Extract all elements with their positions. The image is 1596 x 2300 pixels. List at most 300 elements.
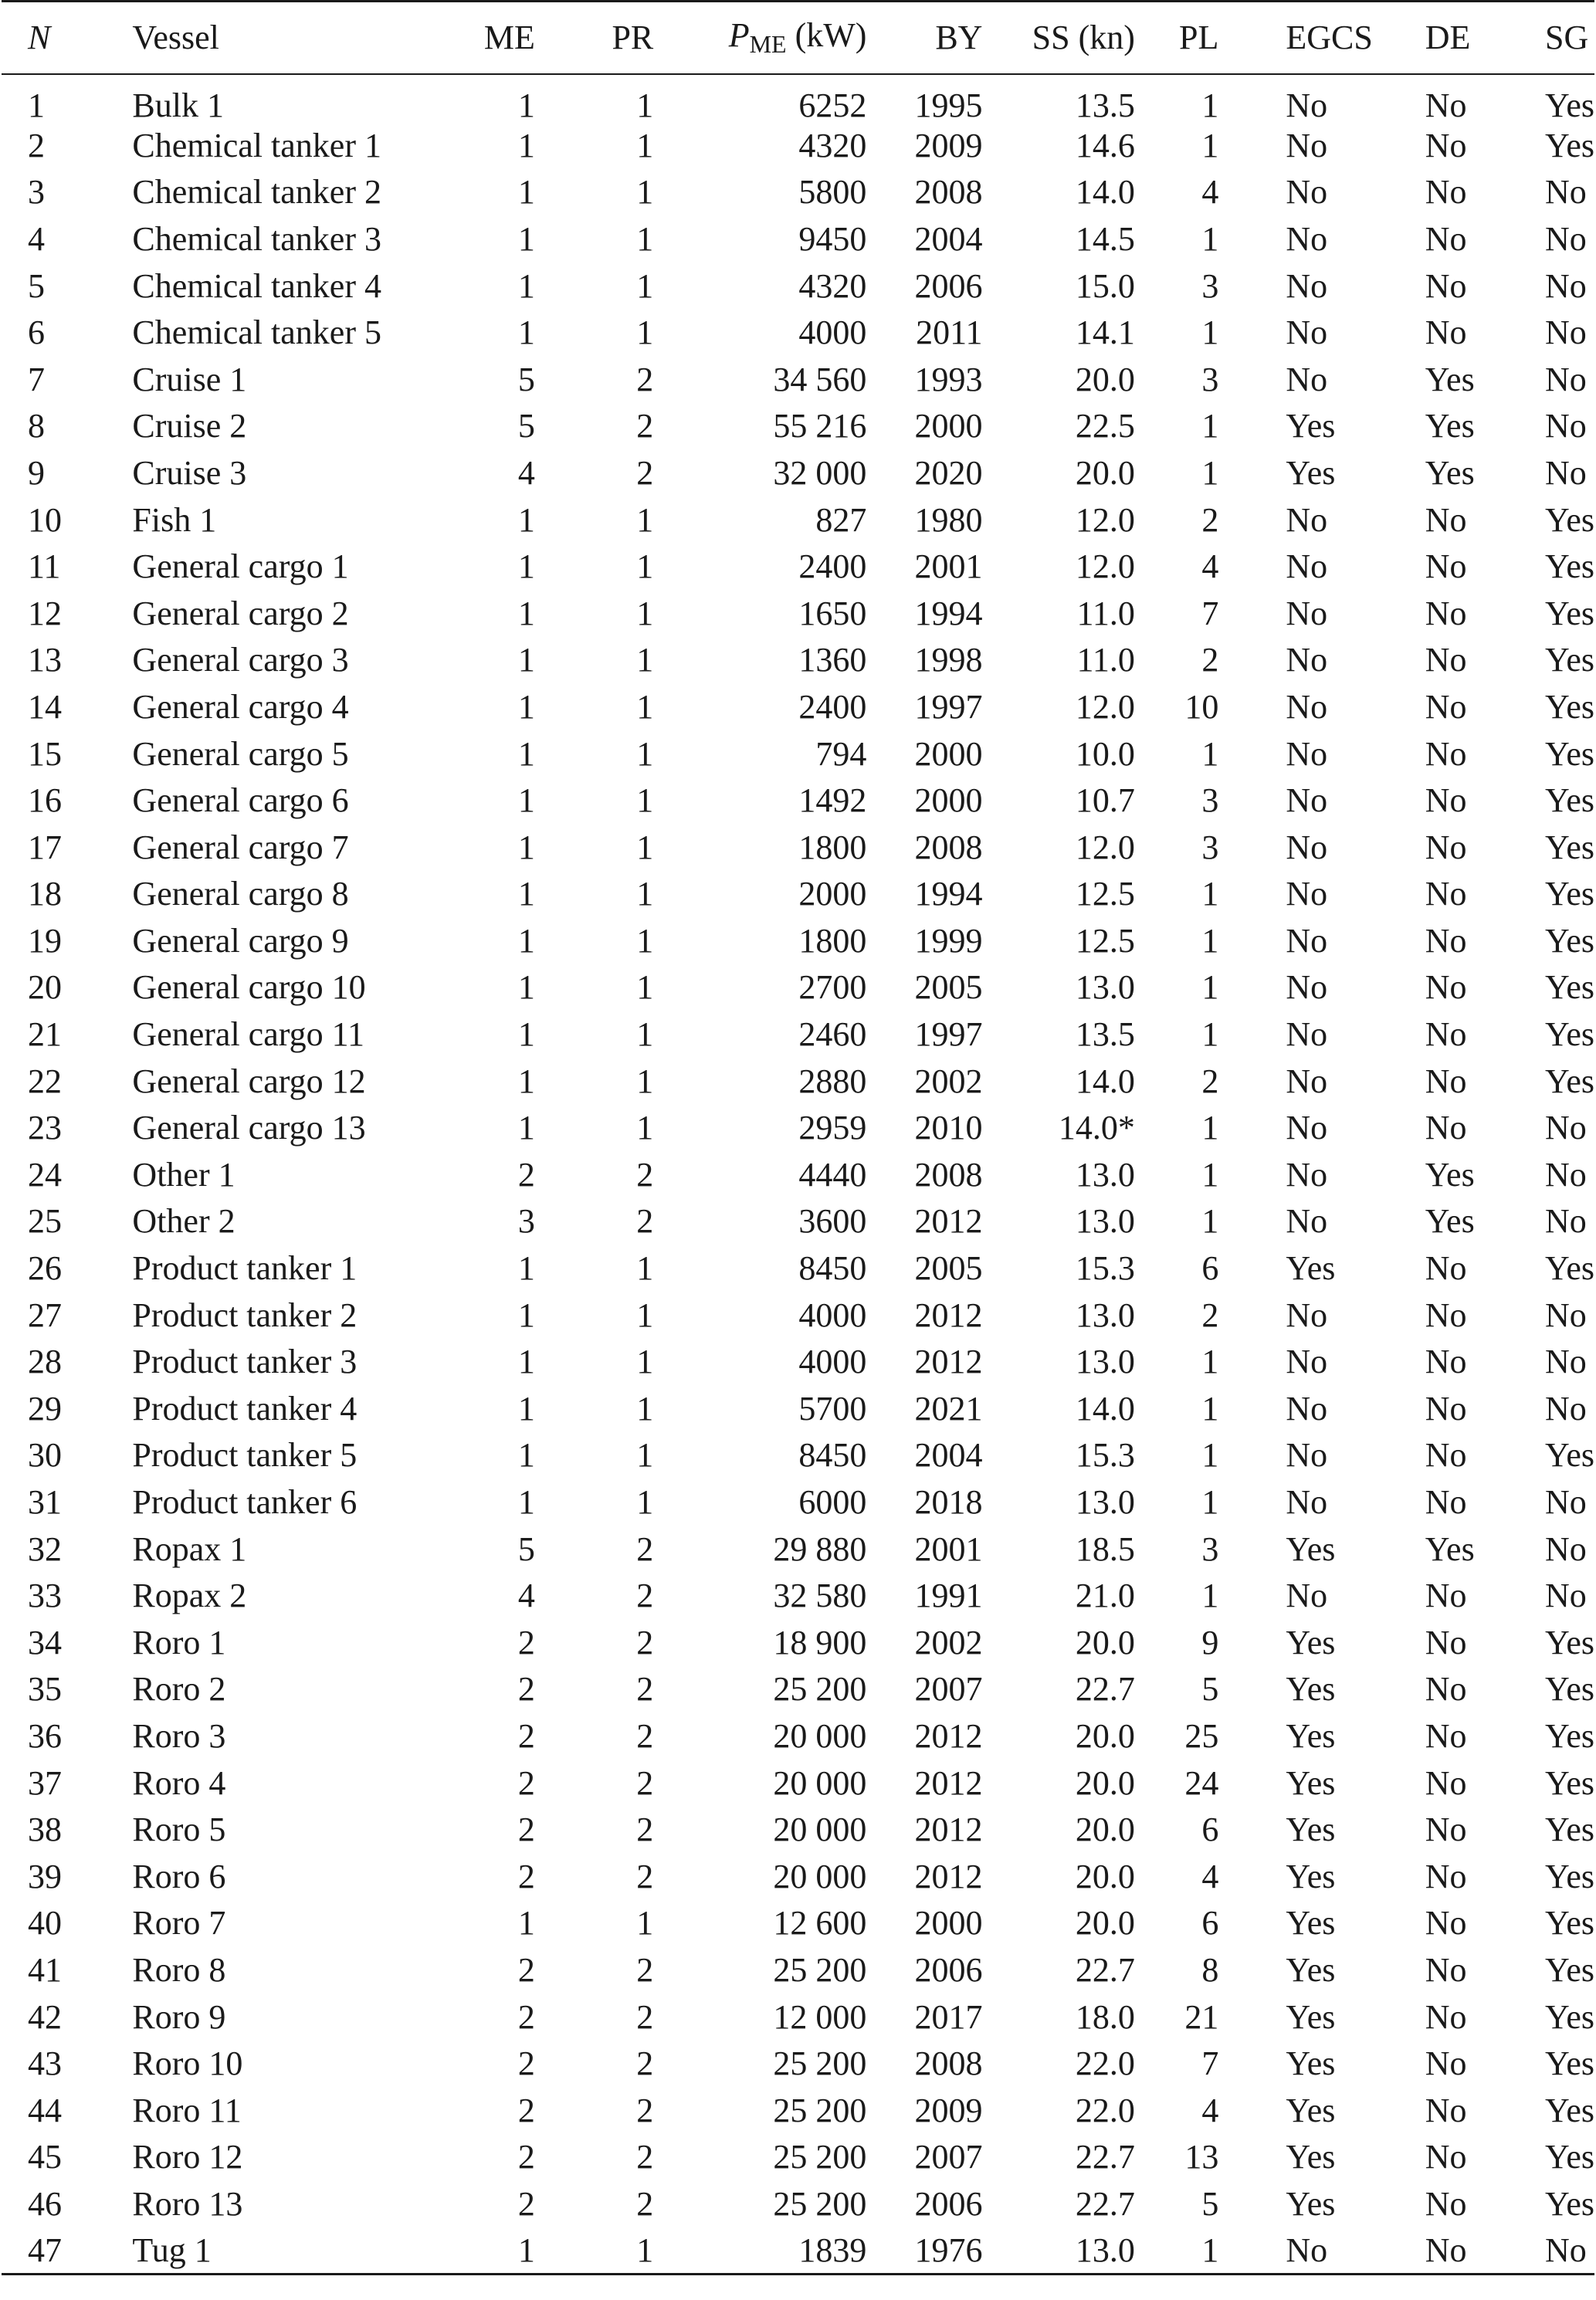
- cell-pr: 1: [636, 781, 654, 820]
- cell-pme: 8450: [798, 1436, 867, 1475]
- cell-de: No: [1425, 86, 1467, 124]
- cell-pr: 2: [636, 2091, 654, 2129]
- cell-pme: 1492: [798, 781, 867, 820]
- table-row: [2, 450, 1594, 497]
- cell-n: 31: [28, 1483, 62, 1522]
- cell-pr: 2: [636, 1155, 654, 1194]
- cell-me: 2: [517, 1950, 535, 1989]
- cell-pme: 9450: [798, 219, 867, 258]
- cell-me: 1: [517, 547, 535, 586]
- cell-pl: 1: [1201, 407, 1219, 445]
- cell-pl: 1: [1201, 921, 1219, 960]
- cell-by: 1995: [914, 86, 983, 124]
- cell-by: 2002: [914, 1062, 983, 1100]
- cell-de: No: [1425, 1950, 1467, 1989]
- cell-sg: No: [1544, 219, 1587, 258]
- cell-me: 1: [517, 1015, 535, 1054]
- cell-pr: 2: [636, 1950, 654, 1989]
- cell-sg: No: [1544, 453, 1587, 492]
- cell-pl: 1: [1201, 1109, 1219, 1147]
- cell-pl: 1: [1201, 313, 1219, 352]
- cell-pme: 1650: [798, 594, 867, 632]
- cell-me: 1: [517, 266, 535, 305]
- cell-vessel: Roro 3: [132, 1716, 226, 1755]
- cell-vessel: General cargo 7: [132, 828, 349, 866]
- cell-sg: Yes: [1544, 1062, 1594, 1100]
- header-pme-unit: (kW): [795, 16, 867, 55]
- header-vessel: Vessel: [132, 18, 219, 56]
- cell-egcs: No: [1286, 641, 1328, 679]
- cell-de: Yes: [1425, 1202, 1475, 1241]
- cell-n: 22: [28, 1062, 62, 1100]
- cell-by: 2012: [914, 1763, 983, 1802]
- table-row: [2, 403, 1594, 450]
- vessel-table-container: [2, 0, 1594, 2275]
- cell-sg: No: [1544, 266, 1587, 305]
- cell-me: 1: [517, 500, 535, 539]
- cell-pme: 2700: [798, 968, 867, 1007]
- cell-sg: Yes: [1544, 126, 1594, 164]
- cell-vessel: Cruise 2: [132, 407, 247, 445]
- cell-pl: 1: [1201, 1389, 1219, 1428]
- cell-ss: 20.0: [1075, 1623, 1135, 1661]
- cell-de: No: [1425, 500, 1467, 539]
- cell-egcs: No: [1286, 1483, 1328, 1522]
- cell-pl: 7: [1201, 594, 1219, 632]
- cell-n: 44: [28, 2091, 62, 2129]
- cell-n: 36: [28, 1716, 62, 1755]
- cell-pr: 1: [636, 875, 654, 913]
- cell-pme: 34 560: [773, 360, 867, 398]
- cell-n: 24: [28, 1155, 62, 1194]
- cell-de: No: [1425, 1763, 1467, 1802]
- cell-by: 1997: [914, 1015, 983, 1054]
- cell-ss: 15.0: [1075, 266, 1135, 305]
- cell-ss: 22.7: [1075, 2138, 1135, 2176]
- cell-de: No: [1425, 1811, 1467, 1849]
- header-n: N: [28, 18, 51, 56]
- cell-n: 32: [28, 1529, 62, 1568]
- cell-ss: 22.7: [1075, 2184, 1135, 2223]
- cell-pr: 1: [636, 86, 654, 124]
- cell-vessel: Chemical tanker 2: [132, 173, 381, 212]
- cell-pme: 2959: [798, 1109, 867, 1147]
- cell-egcs: No: [1286, 921, 1328, 960]
- cell-n: 26: [28, 1249, 62, 1288]
- cell-pme: 18 900: [773, 1623, 867, 1661]
- cell-pl: 24: [1184, 1763, 1219, 1802]
- cell-by: 2001: [914, 1529, 983, 1568]
- cell-pme: 2000: [798, 875, 867, 913]
- cell-de: Yes: [1425, 407, 1475, 445]
- cell-me: 1: [517, 1296, 535, 1334]
- cell-by: 2001: [914, 547, 983, 586]
- cell-egcs: No: [1286, 781, 1328, 820]
- cell-pme: 8450: [798, 1249, 867, 1288]
- cell-pl: 2: [1201, 500, 1219, 539]
- cell-by: 2011: [916, 313, 983, 352]
- cell-me: 1: [517, 1389, 535, 1428]
- cell-n: 5: [28, 266, 45, 305]
- table-row: [2, 1011, 1594, 1059]
- cell-pl: 4: [1201, 547, 1219, 586]
- cell-vessel: Roro 1: [132, 1623, 226, 1661]
- cell-vessel: General cargo 13: [132, 1109, 366, 1147]
- cell-by: 2004: [914, 219, 983, 258]
- cell-egcs: Yes: [1286, 1904, 1336, 1943]
- cell-by: 1994: [914, 875, 983, 913]
- cell-pl: 1: [1201, 1343, 1219, 1381]
- cell-ss: 10.7: [1075, 781, 1135, 820]
- cell-pl: 1: [1201, 1436, 1219, 1475]
- cell-ss: 20.0: [1075, 360, 1135, 398]
- cell-by: 2005: [914, 1249, 983, 1288]
- cell-pr: 2: [636, 1202, 654, 1241]
- cell-by: 2008: [914, 1155, 983, 1194]
- cell-pme: 5800: [798, 173, 867, 212]
- cell-de: Yes: [1425, 1155, 1475, 1194]
- cell-ss: 11.0: [1076, 594, 1135, 632]
- cell-de: No: [1425, 2138, 1467, 2176]
- cell-pme: 5700: [798, 1389, 867, 1428]
- cell-vessel: General cargo 3: [132, 641, 349, 679]
- cell-sg: Yes: [1544, 1623, 1594, 1661]
- cell-n: 39: [28, 1857, 62, 1895]
- cell-pr: 2: [636, 2184, 654, 2223]
- cell-pme: 20 000: [773, 1716, 867, 1755]
- cell-de: No: [1425, 173, 1467, 212]
- cell-de: No: [1425, 2184, 1467, 2223]
- cell-de: No: [1425, 734, 1467, 773]
- cell-egcs: Yes: [1286, 1763, 1336, 1802]
- cell-pr: 1: [636, 828, 654, 866]
- cell-vessel: Cruise 1: [132, 360, 247, 398]
- cell-n: 1: [28, 86, 45, 124]
- cell-n: 15: [28, 734, 62, 773]
- table-row: [2, 123, 1594, 170]
- cell-pr: 2: [636, 407, 654, 445]
- cell-n: 2: [28, 126, 45, 164]
- cell-egcs: No: [1286, 1296, 1328, 1334]
- cell-n: 46: [28, 2184, 62, 2223]
- cell-ss: 22.7: [1075, 1950, 1135, 1989]
- cell-pl: 6: [1201, 1249, 1219, 1288]
- cell-me: 4: [517, 453, 535, 492]
- table-row: [2, 1386, 1594, 1433]
- cell-sg: No: [1544, 313, 1587, 352]
- cell-egcs: No: [1286, 266, 1328, 305]
- vessel-table: [2, 0, 1594, 2275]
- cell-me: 1: [517, 968, 535, 1007]
- cell-de: Yes: [1425, 453, 1475, 492]
- header-pme-subscript: ME: [749, 30, 787, 59]
- cell-de: No: [1425, 921, 1467, 960]
- cell-pme: 4000: [798, 313, 867, 352]
- cell-vessel: Product tanker 6: [132, 1483, 357, 1522]
- cell-de: No: [1425, 1857, 1467, 1895]
- header-pme-symbol: P: [728, 16, 750, 55]
- table-row: [2, 1479, 1594, 1526]
- cell-de: No: [1425, 219, 1467, 258]
- cell-de: Yes: [1425, 1529, 1475, 1568]
- table-row: [2, 216, 1594, 263]
- cell-ss: 12.5: [1075, 875, 1135, 913]
- cell-n: 13: [28, 641, 62, 679]
- cell-pl: 4: [1201, 1857, 1219, 1895]
- cell-sg: No: [1544, 1202, 1587, 1241]
- cell-ss: 18.0: [1075, 1997, 1135, 2036]
- cell-pme: 1360: [798, 641, 867, 679]
- cell-pr: 1: [636, 1109, 654, 1147]
- cell-pme: 29 880: [773, 1529, 867, 1568]
- cell-by: 2009: [914, 2091, 983, 2129]
- cell-sg: Yes: [1544, 1716, 1594, 1755]
- cell-by: 1991: [914, 1577, 983, 1615]
- table-row: [2, 590, 1594, 637]
- table-body: [2, 74, 1594, 2275]
- cell-ss: 22.5: [1075, 407, 1135, 445]
- cell-de: No: [1425, 875, 1467, 913]
- header-sg: SG: [1544, 18, 1589, 56]
- cell-me: 2: [517, 2184, 535, 2223]
- cell-egcs: No: [1286, 360, 1328, 398]
- cell-egcs: Yes: [1286, 1623, 1336, 1661]
- cell-n: 6: [28, 313, 45, 352]
- table-row: [2, 1900, 1594, 1947]
- cell-sg: Yes: [1544, 500, 1594, 539]
- cell-pr: 1: [568, 2227, 670, 2275]
- header-pl: PL: [1178, 18, 1219, 56]
- cell-me: 1: [517, 1904, 535, 1943]
- cell-by: 2006: [914, 266, 983, 305]
- cell-by: 2000: [914, 407, 983, 445]
- cell-pr: 2: [636, 1997, 654, 2036]
- cell-ss: 10.0: [1075, 734, 1135, 773]
- cell-pme: 4320: [798, 266, 867, 305]
- cell-pme: 2400: [798, 547, 867, 586]
- cell-by: 2012: [914, 1857, 983, 1895]
- table-row: [2, 496, 1594, 544]
- cell-egcs: No: [1235, 2227, 1425, 2275]
- cell-pl: 4: [1201, 173, 1219, 212]
- cell-me: 2: [517, 1811, 535, 1849]
- cell-ss: 20.0: [1075, 453, 1135, 492]
- cell-de: No: [1425, 1670, 1467, 1709]
- cell-pme: 2460: [798, 1015, 867, 1054]
- cell-sg: Yes: [1544, 1249, 1594, 1288]
- cell-egcs: No: [1286, 313, 1328, 352]
- cell-pr: 1: [636, 1343, 654, 1381]
- cell-vessel: General cargo 9: [132, 921, 349, 960]
- cell-pl: 1: [1201, 219, 1219, 258]
- cell-me: 1: [517, 641, 535, 679]
- cell-me: 1: [517, 594, 535, 632]
- cell-n: 21: [28, 1015, 62, 1054]
- cell-vessel: General cargo 1: [132, 547, 349, 586]
- cell-vessel: General cargo 8: [132, 875, 349, 913]
- table-row: [2, 964, 1594, 1011]
- cell-pl: 5: [1201, 2184, 1219, 2223]
- cell-pl: 9: [1201, 1623, 1219, 1661]
- cell-pme: 1800: [798, 828, 867, 866]
- table-row: [2, 1620, 1594, 1667]
- cell-n: 16: [28, 781, 62, 820]
- cell-ss: 12.0: [1075, 687, 1135, 726]
- cell-pr: 2: [636, 1716, 654, 1755]
- cell-pme: 1839: [670, 2227, 866, 2275]
- cell-n: 38: [28, 1811, 62, 1849]
- cell-vessel: General cargo 2: [132, 594, 349, 632]
- cell-pr: 2: [636, 2044, 654, 2083]
- table-row: [2, 310, 1594, 357]
- table-row: [2, 1993, 1594, 2041]
- cell-sg: Yes: [1544, 641, 1594, 679]
- cell-vessel: Roro 7: [132, 1904, 226, 1943]
- cell-pme: 3600: [798, 1202, 867, 1241]
- table-row: [2, 356, 1594, 403]
- cell-egcs: Yes: [1286, 1529, 1336, 1568]
- table-row: [2, 2181, 1594, 2228]
- cell-pr: 2: [636, 1623, 654, 1661]
- table-row: [2, 1245, 1594, 1292]
- cell-pme: 32 580: [773, 1577, 867, 1615]
- cell-egcs: Yes: [1286, 2184, 1336, 2223]
- cell-vessel: Roro 8: [132, 1950, 226, 1989]
- cell-egcs: No: [1286, 1202, 1328, 1241]
- cell-sg: Yes: [1544, 86, 1594, 124]
- cell-by: 1999: [914, 921, 983, 960]
- table-row: [2, 1105, 1594, 1152]
- cell-pr: 1: [636, 1483, 654, 1522]
- cell-sg: Yes: [1544, 2184, 1594, 2223]
- cell-me: 2: [517, 2138, 535, 2176]
- cell-ss: 22.0: [1075, 2044, 1135, 2083]
- cell-vessel: Other 1: [132, 1155, 236, 1194]
- cell-de: No: [1425, 1062, 1467, 1100]
- header-ss: SS (kn): [1032, 18, 1135, 56]
- table-row: [2, 1853, 1594, 1900]
- cell-pr: 1: [636, 126, 654, 164]
- cell-sg: Yes: [1544, 968, 1594, 1007]
- cell-pme: 827: [815, 500, 867, 539]
- table-row: [2, 684, 1594, 731]
- cell-vessel: Roro 12: [132, 2138, 243, 2176]
- cell-egcs: No: [1286, 1343, 1328, 1381]
- cell-pme: 4320: [798, 126, 867, 164]
- cell-by: 2004: [914, 1436, 983, 1475]
- cell-de: No: [1425, 1623, 1467, 1661]
- cell-vessel: General cargo 10: [132, 968, 366, 1007]
- cell-de: No: [1425, 1483, 1467, 1522]
- cell-vessel: Roro 10: [132, 2044, 243, 2083]
- cell-by: 1980: [914, 500, 983, 539]
- cell-n: 19: [28, 921, 62, 960]
- cell-ss: 14.6: [1075, 126, 1135, 164]
- cell-egcs: No: [1286, 1062, 1328, 1100]
- cell-n: 27: [28, 1296, 62, 1334]
- cell-n: 11: [28, 547, 61, 586]
- cell-by: 2000: [914, 734, 983, 773]
- cell-de: No: [1425, 1716, 1467, 1755]
- cell-vessel: General cargo 6: [132, 781, 349, 820]
- table-row: [2, 169, 1594, 216]
- cell-vessel: Ropax 2: [132, 1577, 247, 1615]
- cell-me: 1: [517, 1062, 535, 1100]
- cell-sg: Yes: [1544, 687, 1594, 726]
- cell-sg: No: [1514, 2227, 1594, 2275]
- table-row: [2, 1432, 1594, 1479]
- cell-pl: 1: [1201, 126, 1219, 164]
- cell-ss: 15.3: [1075, 1249, 1135, 1288]
- table-row: [2, 824, 1594, 871]
- cell-ss: 13.0: [982, 2227, 1134, 2275]
- cell-de: No: [1425, 594, 1467, 632]
- cell-egcs: No: [1286, 875, 1328, 913]
- cell-pl: 1: [1201, 968, 1219, 1007]
- cell-sg: No: [1544, 1109, 1587, 1147]
- cell-by: 1998: [914, 641, 983, 679]
- cell-vessel: Product tanker 1: [132, 1249, 357, 1288]
- cell-pl: 13: [1184, 2138, 1219, 2176]
- cell-me: 1: [517, 734, 535, 773]
- table-row: [2, 871, 1594, 918]
- cell-egcs: No: [1286, 126, 1328, 164]
- cell-egcs: No: [1286, 219, 1328, 258]
- cell-vessel: Cruise 3: [132, 453, 247, 492]
- cell-me: 1: [517, 1109, 535, 1147]
- cell-me: 1: [517, 173, 535, 212]
- cell-n: 40: [28, 1904, 62, 1943]
- cell-pme: 794: [815, 734, 867, 773]
- table-row: [2, 263, 1594, 310]
- cell-ss: 14.0*: [1058, 1109, 1135, 1147]
- cell-vessel: Roro 2: [132, 1670, 226, 1709]
- cell-by: 2021: [914, 1389, 983, 1428]
- cell-egcs: No: [1286, 1389, 1328, 1428]
- cell-de: No: [1425, 1296, 1467, 1334]
- cell-me: 5: [517, 1529, 535, 1568]
- cell-ss: 20.0: [1075, 1811, 1135, 1849]
- cell-egcs: No: [1286, 86, 1328, 124]
- cell-pme: 25 200: [773, 1670, 867, 1709]
- cell-egcs: Yes: [1286, 453, 1336, 492]
- cell-pme: 25 200: [773, 1950, 867, 1989]
- cell-pl: 25: [1184, 1716, 1219, 1755]
- cell-by: 2012: [914, 1343, 983, 1381]
- cell-ss: 14.1: [1075, 313, 1135, 352]
- cell-pme: 55 216: [773, 407, 867, 445]
- cell-ss: 13.5: [1075, 1015, 1135, 1054]
- cell-vessel: Bulk 1: [132, 86, 224, 124]
- cell-de: No: [1425, 1997, 1467, 2036]
- cell-pr: 2: [636, 453, 654, 492]
- table-row: [2, 2041, 1594, 2088]
- cell-sg: Yes: [1544, 1857, 1594, 1895]
- cell-ss: 13.0: [1075, 968, 1135, 1007]
- cell-vessel: General cargo 5: [132, 734, 349, 773]
- header-me: ME: [483, 18, 535, 56]
- cell-pr: 2: [636, 1811, 654, 1849]
- cell-pl: 2: [1201, 1296, 1219, 1334]
- cell-pl: 8: [1201, 1950, 1219, 1989]
- cell-ss: 13.0: [1075, 1155, 1135, 1194]
- cell-pr: 1: [636, 1904, 654, 1943]
- cell-n: 33: [28, 1577, 62, 1615]
- cell-egcs: No: [1286, 687, 1328, 726]
- cell-pr: 2: [636, 1670, 654, 1709]
- cell-pl: 4: [1201, 2091, 1219, 2129]
- cell-n: 17: [28, 828, 62, 866]
